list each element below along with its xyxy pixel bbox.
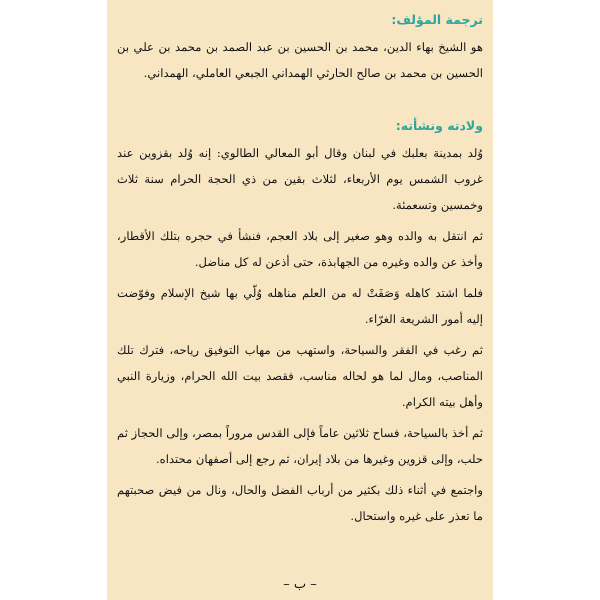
office-paragraph: فلما اشتد كاهله وَصَفَتْ له من العلم مناهله وُلّي بها شيخ الإسلام وفوّضت إليه أمور الشريعة الغرّاء. (117, 286, 483, 326)
author-biography-paragraph: هو الشيخ بهاء الدين، محمد بن الحسين بن عبد الصمد بن محمد بن علي بن الحسين بن محمد بن صالح الحارثي الهمداني الجبعي العاملي، الهمداني. (117, 40, 483, 80)
birth-section-heading: ولادته ونشأته: (395, 118, 483, 133)
birth-paragraph: وُلد بمدينة بعلبك في لبنان وقال أبو المعالي الطالوي: إنه وُلد بقزوين عند غروب الشمس يوم الأربعاء، لثلاث بقين من ذي الحجة الحرام سنة ثلاث وخمسين وتسعمئة. (117, 146, 483, 212)
travels-paragraph: ثم أخذ بالسياحة، فساح ثلاثين عاماً فإلى القدس مروراً بمصر، وإلى الحجاز ثم حلب، وإلى قزوين وغيرها من بلاد إيران، ثم رجع إلى أصفهان محتداه. (117, 426, 483, 466)
book-page (107, 0, 493, 600)
author-section-heading: ترجمة المؤلف: (391, 12, 483, 27)
page-number: – ب – (283, 577, 317, 592)
companions-paragraph: واجتمع في أثناء ذلك بكثير من أرباب الفضل والحال، ونال من فيض صحبتهم ما تعذر على غيره واستحال. (117, 483, 483, 523)
asceticism-paragraph: ثم رغب في الفقر والسياحة، واستهب من مهاب التوفيق رياحه، فترك تلك المناصب، ومال لما هو لحاله مناسب، فقصد بيت الله الحرام، وزيارة النبي وأهل بيته الكرام. (117, 343, 483, 409)
upbringing-paragraph: ثم انتقل به والده وهو صغير إلى بلاد العجم، فنشأ في حجره بتلك الأقطار، وأخذ عن والده وغيره من الجهابذة، حتى أذعن له كل مناضل. (117, 229, 483, 269)
